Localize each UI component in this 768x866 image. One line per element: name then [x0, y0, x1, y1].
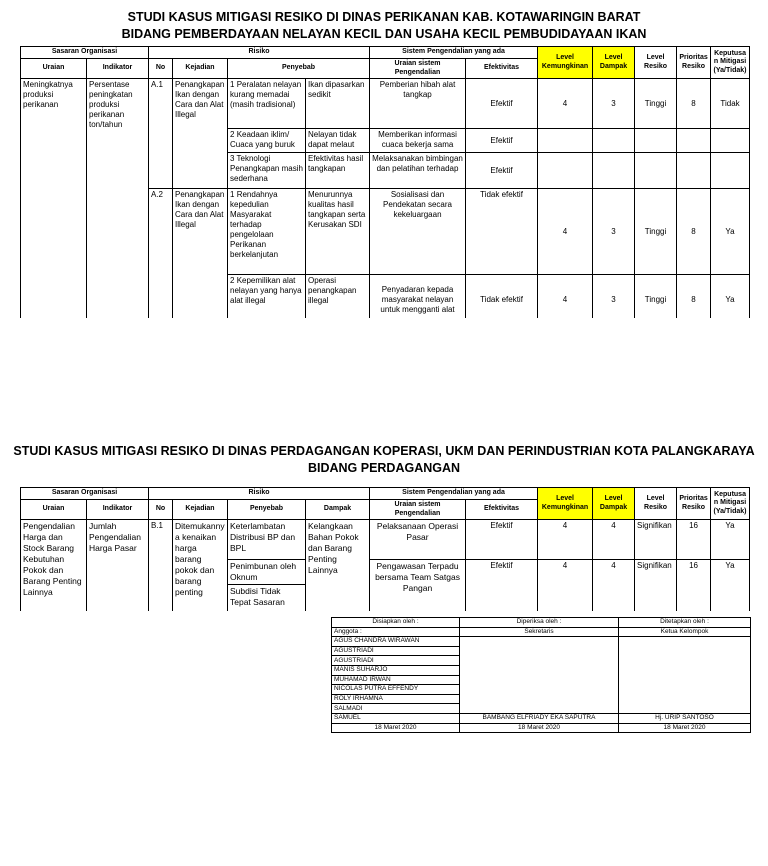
- level-dampak-cell: [593, 129, 635, 153]
- uraian-sistem-cell: Melaksanakan bimbingan dan pelatihan terhadap: [370, 153, 466, 189]
- uraian-sistem-cell: Pengawasan Terpadu bersama Team Satgas Pangan: [370, 560, 466, 612]
- risk-kejadian: Ditemukannya kenaikan harga barang pokok dan barang penting: [173, 520, 228, 612]
- sig-sekretaris-role: Sekretaris: [460, 627, 619, 637]
- header-sistem: Sistem Pengendalian yang ada: [370, 47, 538, 59]
- dampak-cell: Operasi penangkapan illegal: [306, 275, 370, 319]
- keputusan-cell: [711, 153, 750, 189]
- dampak-cell: Kelangkaan Bahan Pokok dan Barang Penting Lainnya: [306, 520, 370, 612]
- penyebab-cell: 2 Kepemilikan alat nelayan yang hanya alat illegal: [228, 275, 306, 319]
- sasaran-uraian: Meningkatnya produksi perikanan: [21, 79, 87, 319]
- sig-anggota-label: Anggota :: [332, 627, 460, 637]
- sig-date: 18 Maret 2020: [460, 723, 619, 733]
- penyebab-cell: 1 Peralatan nelayan kurang memadai (masih tradisional): [228, 79, 306, 129]
- section1-title-line1: STUDI KASUS MITIGASI RESIKO DI DINAS PERIKANAN KAB. KOTAWARINGIN BARAT: [127, 10, 641, 24]
- prioritas-cell: 16: [677, 520, 711, 560]
- sig-member: AGUS CHANDRA WIRAWAN: [332, 637, 460, 647]
- section2-title-line1: STUDI KASUS MITIGASI RESIKO DI DINAS PERDAGANGAN KOPERASI, UKM DAN PERINDUSTRIAN KOTA PALANGKARAYA: [13, 444, 755, 458]
- uraian-sistem-cell: Memberikan informasi cuaca bekerja sama: [370, 129, 466, 153]
- uraian-sistem-cell: Sosialisasi dan Pendekatan secara kekeluargaan: [370, 189, 466, 275]
- sig-member: ROLY IRHAMNA: [332, 694, 460, 704]
- level-kemungkinan-cell: 4: [538, 560, 593, 612]
- risk-kejadian: Penangkapan Ikan dengan Cara dan Alat Illegal: [173, 79, 228, 189]
- header-level-dampak: Level Dampak: [593, 47, 635, 79]
- header-level-resiko: Level Resiko: [635, 488, 677, 520]
- header-prioritas: Prioritas Resiko: [677, 47, 711, 79]
- section1-risk-table: [20, 46, 750, 318]
- dampak-cell: Ikan dipasarkan sedikit: [306, 79, 370, 129]
- header-kejadian: Kejadian: [173, 59, 228, 79]
- penyebab-cell: [228, 560, 306, 612]
- header-dampak: Dampak: [306, 500, 370, 520]
- keputusan-cell: Ya: [711, 520, 750, 560]
- level-kemungkinan-cell: 4: [538, 79, 593, 129]
- level-resiko-cell: Signifikan: [635, 520, 677, 560]
- uraian-sistem-cell: Penyadaran kepada masyarakat nelayan untuk mengganti alat: [370, 275, 466, 319]
- penyebab-cell: 3 Teknologi Penangkapan masih sederhana: [228, 153, 306, 189]
- sig-diperiksa-label: Diperiksa oleh :: [460, 618, 619, 628]
- dampak-cell: Menurunnya kualitas hasil tangkapan serta Kerusakan SDI: [306, 189, 370, 275]
- level-kemungkinan-cell: 4: [538, 275, 593, 319]
- efektivitas-cell: Efektif: [466, 153, 538, 189]
- sig-date: 18 Maret 2020: [332, 723, 460, 733]
- prioritas-cell: 8: [677, 79, 711, 129]
- level-dampak-cell: 3: [593, 275, 635, 319]
- header-risiko: Risiko: [149, 47, 370, 59]
- sig-disiapkan-label: Disiapkan oleh :: [332, 618, 460, 628]
- keputusan-cell: [711, 129, 750, 153]
- level-resiko-cell: Tinggi: [635, 275, 677, 319]
- sig-member: AGUSTRIADI: [332, 646, 460, 656]
- header-kejadian: Kejadian: [173, 500, 228, 520]
- penyebab-item: Subdisi Tidak Tepat Sasaran: [230, 586, 285, 607]
- dampak-cell: Efektivitas hasil tangkapan: [306, 153, 370, 189]
- efektivitas-cell: Tidak efektif: [466, 275, 538, 319]
- dampak-cell: Nelayan tidak dapat melaut: [306, 129, 370, 153]
- header-indikator: Indikator: [87, 59, 149, 79]
- level-dampak-cell: [593, 153, 635, 189]
- header-penyebab: Penyebab: [228, 500, 306, 520]
- header-level-kemungkinan: Level Kemungkinan: [538, 47, 593, 79]
- section1-table-wrapper: [20, 46, 750, 318]
- keputusan-cell: Tidak: [711, 79, 750, 129]
- uraian-sistem-cell: Pemberian hibah alat tangkap: [370, 79, 466, 129]
- prioritas-cell: 8: [677, 275, 711, 319]
- sig-ditetapkan-name: Hj. URIP SANTOSO: [619, 713, 751, 723]
- header-risiko: Risiko: [149, 488, 370, 500]
- sasaran-indikator: Jumlah Pengendalian Harga Pasar: [87, 520, 149, 612]
- section2-title-line2: BIDANG PERDAGANGAN: [307, 461, 461, 475]
- header-level-resiko: Level Resiko: [635, 47, 677, 79]
- section1-title-line2: BIDANG PEMBERDAYAAN NELAYAN KECIL DAN USAHA KECIL PEMBUDIDAYAAN IKAN: [121, 27, 647, 41]
- sig-date: 18 Maret 2020: [619, 723, 751, 733]
- uraian-sistem-cell: Pelaksanaan Operasi Pasar: [370, 520, 466, 560]
- level-resiko-cell: [635, 129, 677, 153]
- prioritas-cell: [677, 153, 711, 189]
- sasaran-uraian: Pengendalian Harga dan Stock Barang Kebutuhan Pokok dan Barang Penting Lainnya: [21, 520, 87, 612]
- sig-ditetapkan-label: Ditetapkan oleh :: [619, 618, 751, 628]
- header-keputusan: Keputusan Mitigasi (Ya/Tidak): [711, 47, 750, 79]
- header-indikator: Indikator: [87, 500, 149, 520]
- header-efektivitas: Efektivitas: [466, 500, 538, 520]
- level-kemungkinan-cell: [538, 129, 593, 153]
- risk-kejadian: Penangkapan Ikan dengan Cara dan Alat Illegal: [173, 189, 228, 319]
- level-kemungkinan-cell: 4: [538, 189, 593, 275]
- prioritas-cell: 8: [677, 189, 711, 275]
- prioritas-cell: [677, 129, 711, 153]
- signature-table: [331, 617, 751, 733]
- section2-risk-table: [20, 487, 750, 611]
- level-dampak-cell: 4: [593, 560, 635, 612]
- efektivitas-cell: Efektif: [466, 560, 538, 612]
- level-kemungkinan-cell: [538, 153, 593, 189]
- efektivitas-cell: Efektif: [466, 79, 538, 129]
- sig-member: MUHAMAD IRWAN: [332, 675, 460, 685]
- level-kemungkinan-cell: 4: [538, 520, 593, 560]
- level-resiko-cell: Tinggi: [635, 79, 677, 129]
- risk-no: A.1: [149, 79, 173, 189]
- prioritas-cell: 16: [677, 560, 711, 612]
- sig-member: NICOLAS PUTRA EFFENDY: [332, 685, 460, 695]
- sig-ketua-role: Ketua Kelompok: [619, 627, 751, 637]
- sig-diperiksa-name: BAMBANG ELFRIADY EKA SAPUTRA: [460, 713, 619, 723]
- header-sistem: Sistem Pengendalian yang ada: [370, 488, 538, 500]
- efektivitas-cell: Efektif: [466, 520, 538, 560]
- header-sasaran: Sasaran Organisasi: [21, 47, 149, 59]
- level-dampak-cell: 3: [593, 79, 635, 129]
- risk-no: B.1: [149, 520, 173, 612]
- sig-member: SALMADI: [332, 704, 460, 714]
- header-uraian: Uraian: [21, 500, 87, 520]
- header-efektivitas: Efektivitas: [466, 59, 538, 79]
- level-resiko-cell: Signifikan: [635, 560, 677, 612]
- header-keputusan: Keputusan Mitigasi (Ya/Tidak): [711, 488, 750, 520]
- header-uraian-sistem: Uraian sistem Pengendalian: [370, 59, 466, 79]
- header-prioritas: Prioritas Resiko: [677, 488, 711, 520]
- level-dampak-cell: 3: [593, 189, 635, 275]
- sig-member: AGUSTRIADI: [332, 656, 460, 666]
- sig-member: MANIS SUHARJO: [332, 665, 460, 675]
- level-resiko-cell: Tinggi: [635, 189, 677, 275]
- keputusan-cell: Ya: [711, 560, 750, 612]
- header-sasaran: Sasaran Organisasi: [21, 488, 149, 500]
- penyebab-cell: 2 Keadaan iklim/ Cuaca yang buruk: [228, 129, 306, 153]
- header-no: No: [149, 59, 173, 79]
- efektivitas-cell: Tidak efektif: [466, 189, 538, 275]
- level-dampak-cell: 4: [593, 520, 635, 560]
- header-no: No: [149, 500, 173, 520]
- header-uraian: Uraian: [21, 59, 87, 79]
- penyebab-cell: Keterlambatan Distribusi BP dan BPL: [228, 520, 306, 560]
- sig-member: SAMUEL: [332, 713, 460, 723]
- keputusan-cell: Ya: [711, 189, 750, 275]
- header-uraian-sistem: Uraian sistem Pengendalian: [370, 500, 466, 520]
- risk-no: A.2: [149, 189, 173, 319]
- header-penyebab: Penyebab: [228, 59, 370, 79]
- sasaran-indikator: Persentase peningkatan produksi perikanan ton/tahun: [87, 79, 149, 319]
- keputusan-cell: Ya: [711, 275, 750, 319]
- header-level-kemungkinan: Level Kemungkinan: [538, 488, 593, 520]
- section2-table-wrapper: [20, 487, 750, 611]
- header-level-dampak: Level Dampak: [593, 488, 635, 520]
- efektivitas-cell: Efektif: [466, 129, 538, 153]
- penyebab-cell: 1 Rendahnya kepedulian Masyarakat terhadap pengelolaan Perikanan berkelanjutan: [228, 189, 306, 275]
- level-resiko-cell: [635, 153, 677, 189]
- penyebab-item: Penimbunan oleh Oknum: [228, 560, 305, 585]
